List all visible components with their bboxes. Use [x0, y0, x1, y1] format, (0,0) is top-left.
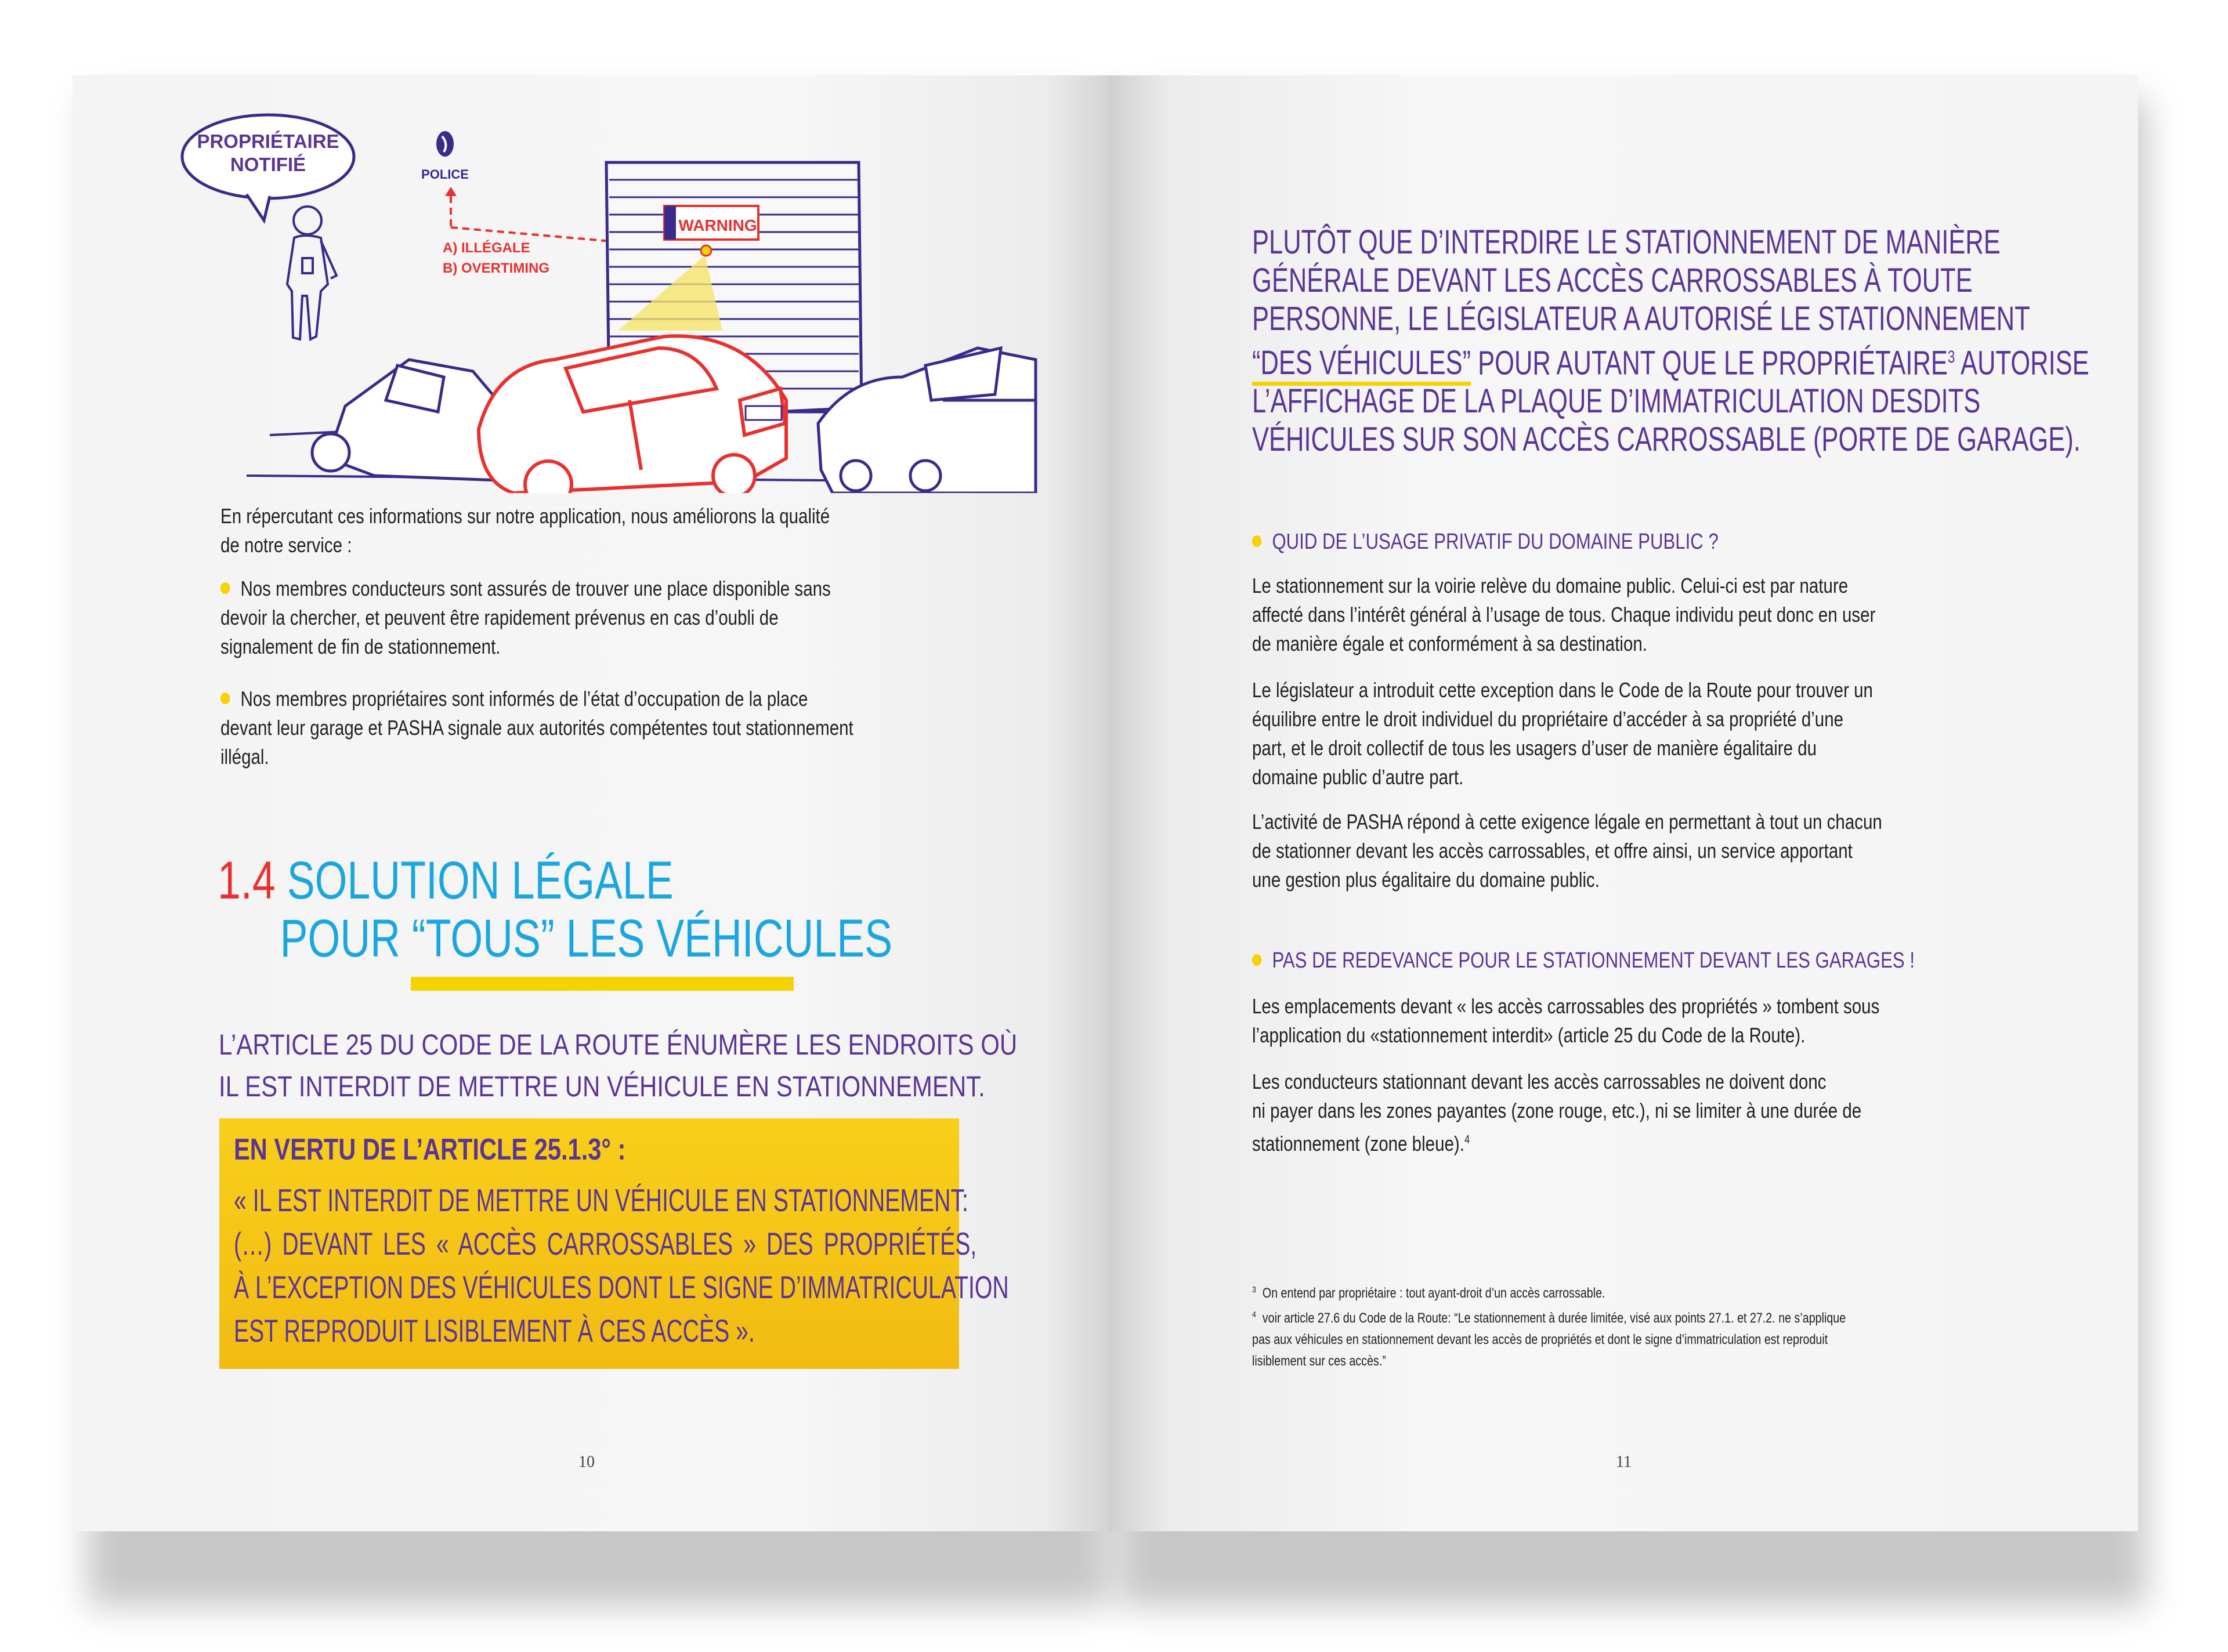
parking-illustration	[73, 75, 1108, 493]
p2-line4: domaine public d’autre part.	[1252, 765, 1464, 789]
p1-line1: Le stationnement sur la voirie relève du domaine public. Celui-ci est par nature	[1252, 574, 1849, 597]
section-title-line2: POUR “TOUS” LES VÉHICULES	[280, 909, 893, 968]
fn2-number: 4	[1252, 1310, 1256, 1320]
right-lead-line2: GÉNÉRALE DEVANT LES ACCÈS CARROSSABLES À TOUTE	[1252, 262, 1973, 299]
footnotes	[1252, 1279, 1846, 1372]
p1-line2: affecté dans l’intérêt général à l’usage de tous. Chaque individu peut donc en user	[1252, 603, 1876, 626]
intro-line2: de notre service :	[220, 533, 352, 557]
p3-line2: de stationner devant les accès carrossables, et offre ainsi, un service apportant	[1252, 839, 1853, 863]
sensor-icon	[701, 245, 711, 256]
fn2-line1: voir article 27.6 du Code de la Route: “Le stationnement à durée limitée, visé aux points 27.1. et 27.2. ne s’applique	[1262, 1310, 1846, 1326]
footnote-ref-4: 4	[1464, 1133, 1470, 1146]
bullet-owners	[220, 684, 1029, 771]
license-plate	[746, 406, 782, 420]
p2-line1: Le législateur a introduit cette exception dans le Code de la Route pour trouver un	[1252, 678, 1873, 702]
bullet-conductors	[220, 574, 1029, 661]
bullet-icon	[1252, 535, 1261, 547]
quote-line3: À L’EXCEPTION DES VÉHICULES DONT LE SIGNE D’IMMATRICULATION	[234, 1269, 1009, 1305]
paragraph-public-domain	[1252, 571, 1875, 658]
heading1-text: QUID DE L’USAGE PRIVATIF DU DOMAINE PUBLIC ?	[1272, 530, 1719, 554]
fn1-text: On entend par propriétaire : tout ayant-droit d’un accès carrossable.	[1262, 1285, 1605, 1301]
right-lead-line4b: POUR AUTANT QUE LE PROPRIÉTAIRE	[1471, 344, 1948, 382]
police-label: POLICE	[421, 167, 469, 182]
section-title-line1: SOLUTION LÉGALE	[287, 851, 674, 910]
heading-private-use	[1252, 530, 1719, 555]
p1-line3: de manière égale et conformément à sa destination.	[1252, 632, 1648, 655]
article-lead-line2: IL EST INTERDIT DE METTRE UN VÉHICULE EN STATIONNEMENT.	[219, 1070, 985, 1103]
p5-line1: Les conducteurs stationnant devant les accès carrossables ne doivent donc	[1252, 1070, 1826, 1093]
quote-line1: « IL EST INTERDIT DE METTRE UN VÉHICULE EN STATIONNEMENT:	[234, 1182, 968, 1218]
bullet1-line2: devoir la chercher, et peuvent être rapidement prévenus en cas d’oubli de	[220, 606, 779, 629]
p4-line1: Les emplacements devant « les accès carrossables des propriétés » tombent sous	[1252, 994, 1880, 1018]
intro-paragraph	[220, 502, 1029, 560]
section-title	[218, 852, 892, 968]
intro-line1: En répercutant ces informations sur notre application, nous améliorons la qualité	[220, 504, 830, 528]
footnote-ref-3: 3	[1947, 347, 1955, 367]
p2-line3: part, et le droit collectif de tous les usagers d’user de manière égalitaire du	[1252, 736, 1817, 760]
article-lead	[219, 1024, 1017, 1107]
speech-bubble-tail	[247, 194, 270, 220]
right-page	[1108, 75, 2138, 1531]
p3-line3: une gestion plus égalitaire du domaine public.	[1252, 868, 1600, 892]
bubble-text-line2: NOTIFIÉ	[230, 154, 306, 175]
quote-line2: (…) DEVANT LES « ACCÈS CARROSSABLES » DES PROPRIÉTÉS,	[234, 1226, 977, 1262]
fn1-number: 3	[1252, 1285, 1256, 1295]
right-lead-line5: L’AFFICHAGE DE LA PLAQUE D’IMMATRICULATION DESDITS	[1252, 382, 1981, 421]
warning-text: WARNING	[678, 216, 757, 234]
bullet2-line2: devant leur garage et PASHA signale aux autorités compétentes tout stationnement	[220, 716, 853, 740]
heading2-text: PAS DE REDEVANCE POUR LE STATIONNEMENT DEVANT LES GARAGES !	[1272, 948, 1915, 973]
quote-line4: EST REPRODUIT LISIBLEMENT À CES ACCÈS ».	[234, 1313, 755, 1349]
bullet1-line1: Nos membres conducteurs sont assurés de trouver une place disponible sans	[240, 577, 831, 600]
paragraph-pasha-activity	[1252, 807, 1882, 894]
police-icon	[436, 131, 454, 157]
title-underline	[411, 977, 794, 991]
paragraph-legislator	[1252, 676, 1873, 792]
page-number-left: 10	[578, 1453, 595, 1471]
p3-line1: L’activité de PASHA répond à cette exigence légale en permettant à tout un chacun	[1252, 810, 1882, 834]
fn2-line2: pas aux véhicules en stationnement devant les accès de propriétés et dont le signe d’immatriculation est reproduit	[1252, 1332, 1828, 1347]
p5-line2: ni payer dans les zones payantes (zone rouge, etc.), ni se limiter à une durée de	[1252, 1099, 1862, 1122]
p5-line3: stationnement (zone bleue).	[1252, 1132, 1464, 1155]
bullet-icon	[220, 693, 230, 704]
paragraph-locations	[1252, 992, 1879, 1050]
fn2-line3: lisiblement sur ces accès.”	[1252, 1353, 1386, 1369]
bullet2-line1: Nos membres propriétaires sont informés de l’état d’occupation de la place	[240, 687, 808, 711]
owner-person-figure	[287, 206, 337, 339]
article-lead-line1: L’ARTICLE 25 DU CODE DE LA ROUTE ÉNUMÈRE LES ENDROITS OÙ	[219, 1028, 1018, 1061]
bullet-icon	[1252, 954, 1261, 966]
status-overtiming: B) OVERTIMING	[443, 260, 549, 276]
right-lead-emphasis: “DES VÉHICULES”	[1252, 344, 1471, 386]
status-illegal: A) ILLÉGALE	[443, 240, 530, 256]
bullet1-line3: signalement de fin de stationnement.	[220, 635, 501, 658]
heading-no-fee	[1252, 948, 1915, 973]
left-page	[73, 75, 1108, 1531]
p2-line2: équilibre entre le droit individuel du propriétaire d’accéder à sa propriété d’une	[1252, 707, 1844, 731]
right-lead-line1: PLUTÔT QUE D’INTERDIRE LE STATIONNEMENT DE MANIÈRE	[1252, 223, 2001, 261]
paragraph-drivers	[1252, 1067, 1861, 1158]
right-lead-line4c: AUTORISE	[1955, 344, 2089, 382]
p4-line2: l’application du «stationnement interdit» (article 25 du Code de la Route).	[1252, 1023, 1806, 1047]
right-lead	[1252, 223, 2089, 459]
bullet-icon	[220, 582, 230, 594]
quote-box-text	[234, 1179, 1009, 1353]
page-number-right: 11	[1616, 1453, 1632, 1471]
alert-arrowhead	[445, 187, 457, 196]
bubble-text-line1: PROPRIÉTAIRE	[197, 131, 339, 152]
right-lead-line3: PERSONNE, LE LÉGISLATEUR A AUTORISÉ LE STATIONNEMENT	[1252, 300, 2030, 338]
center-red-car	[479, 336, 786, 493]
right-lead-line6: VÉHICULES SUR SON ACCÈS CARROSSABLE (PORTE DE GARAGE).	[1252, 421, 2081, 459]
quote-box-title: EN VERTU DE L’ARTICLE 25.1.3° :	[234, 1133, 626, 1166]
section-number: 1.4	[218, 851, 276, 910]
bullet2-line3: illégal.	[220, 745, 269, 769]
